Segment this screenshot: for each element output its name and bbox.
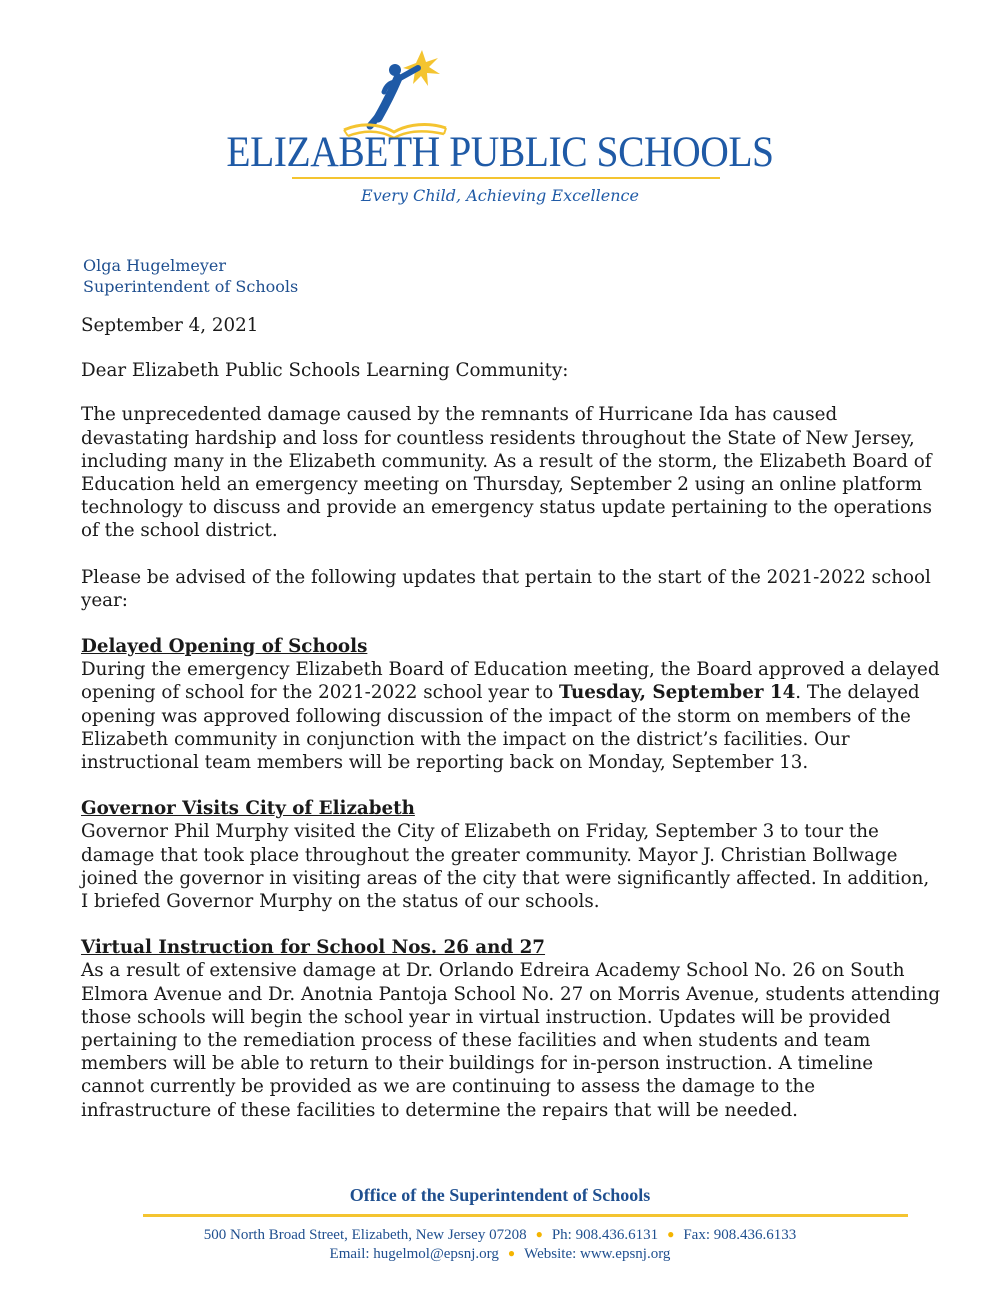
bullet-icon: ●: [507, 1246, 516, 1260]
footer-address: 500 North Broad Street, Elizabeth, New Jersey 07208: [203, 1227, 527, 1243]
tagline: Every Child, Achieving Excellence: [361, 186, 639, 205]
section-heading: Delayed Opening of Schools: [81, 636, 368, 658]
bullet-icon: ●: [667, 1227, 675, 1241]
section-text: During the emergency Elizabeth Board of Education meeting, the Board approved a delayed opening of school for the 2021-2022 school year to: [81, 659, 940, 704]
salutation: Dear Elizabeth Public Schools Learning Community:: [81, 360, 569, 382]
section-heading: Governor Visits City of Elizabeth: [81, 798, 415, 820]
footer-website[interactable]: Website: www.epsnj.org: [524, 1246, 671, 1262]
sender-block: [83, 255, 298, 297]
intro-paragraph: The unprecedented damage caused by the remnants of Hurricane Ida has caused devastating hardship and loss for countless residents throughout the State of New Jersey, including many in the Elizabeth community. As a result of the storm, the Elizabeth Board of Education held an emergency meeting on Thursday, September 2 using an online platform technology to discuss and provide an emergency status update pertaining to the operations of the school district.: [81, 404, 933, 542]
footer-contact-line: [0, 1226, 1000, 1244]
footer-divider: [143, 1214, 908, 1217]
section-text: . The delayed opening was approved following discussion of the impact of the storm on members of the Elizabeth community in conjunction with the impact on the district’s facilities. Our instructional team members will be reporting back on Monday, September 13.: [81, 682, 920, 774]
section-paragraph: As a result of extensive damage at Dr. Orlando Edreira Academy School No. 26 on South Elmora Avenue and Dr. Anotnia Pantoja School No. 27 on Morris Avenue, students attending those schools will begin the school year in virtual instruction. Updates will be provided pertaining to the remediation process of these facilities and when students and team members will be able to return to their buildings for in-person instruction. A timeline cannot currently be provided as we are continuing to assess the damage to the infrastructure of these facilities to determine the repairs that will be needed.: [81, 960, 941, 1121]
section-paragraph: Governor Phil Murphy visited the City of Elizabeth on Friday, September 3 to tour the damage that took place throughout the greater community. Mayor J. Christian Bollwage joined the governor in visiting areas of the city that were significantly affected. In addition, I briefed Governor Murphy on the status of our schools.: [81, 821, 930, 913]
section-delayed-opening: [81, 635, 941, 774]
section-paragraph: [81, 658, 941, 774]
section-heading: Virtual Instruction for School Nos. 26 and 27: [81, 937, 546, 959]
section-virtual-instruction: [81, 936, 941, 1122]
opening-date: Tuesday, September 14: [559, 682, 796, 704]
letter-date: September 4, 2021: [81, 315, 259, 336]
footer-fax: Fax: 908.436.6133: [683, 1227, 797, 1243]
footer-web-line: [0, 1245, 1000, 1263]
footer-office: Office of the Superintendent of Schools: [349, 1185, 651, 1205]
footer-phone: Ph: 908.436.6131: [551, 1227, 659, 1243]
sender-title: Superintendent of Schools: [83, 277, 299, 296]
sender-name: Olga Hugelmeyer: [83, 256, 226, 275]
logo-divider: [292, 177, 720, 179]
logo-icon: [340, 48, 450, 140]
section-governor-visit: [81, 797, 941, 913]
letter-body: [81, 314, 941, 1145]
org-name: ELIZABETH PUBLIC SCHOOLS: [226, 129, 774, 176]
footer-email[interactable]: Email: hugelmol@epsnj.org: [329, 1246, 499, 1262]
advisory-paragraph: Please be advised of the following updates that pertain to the start of the 2021-2022 school year:: [81, 566, 931, 611]
bullet-icon: ●: [535, 1227, 543, 1241]
